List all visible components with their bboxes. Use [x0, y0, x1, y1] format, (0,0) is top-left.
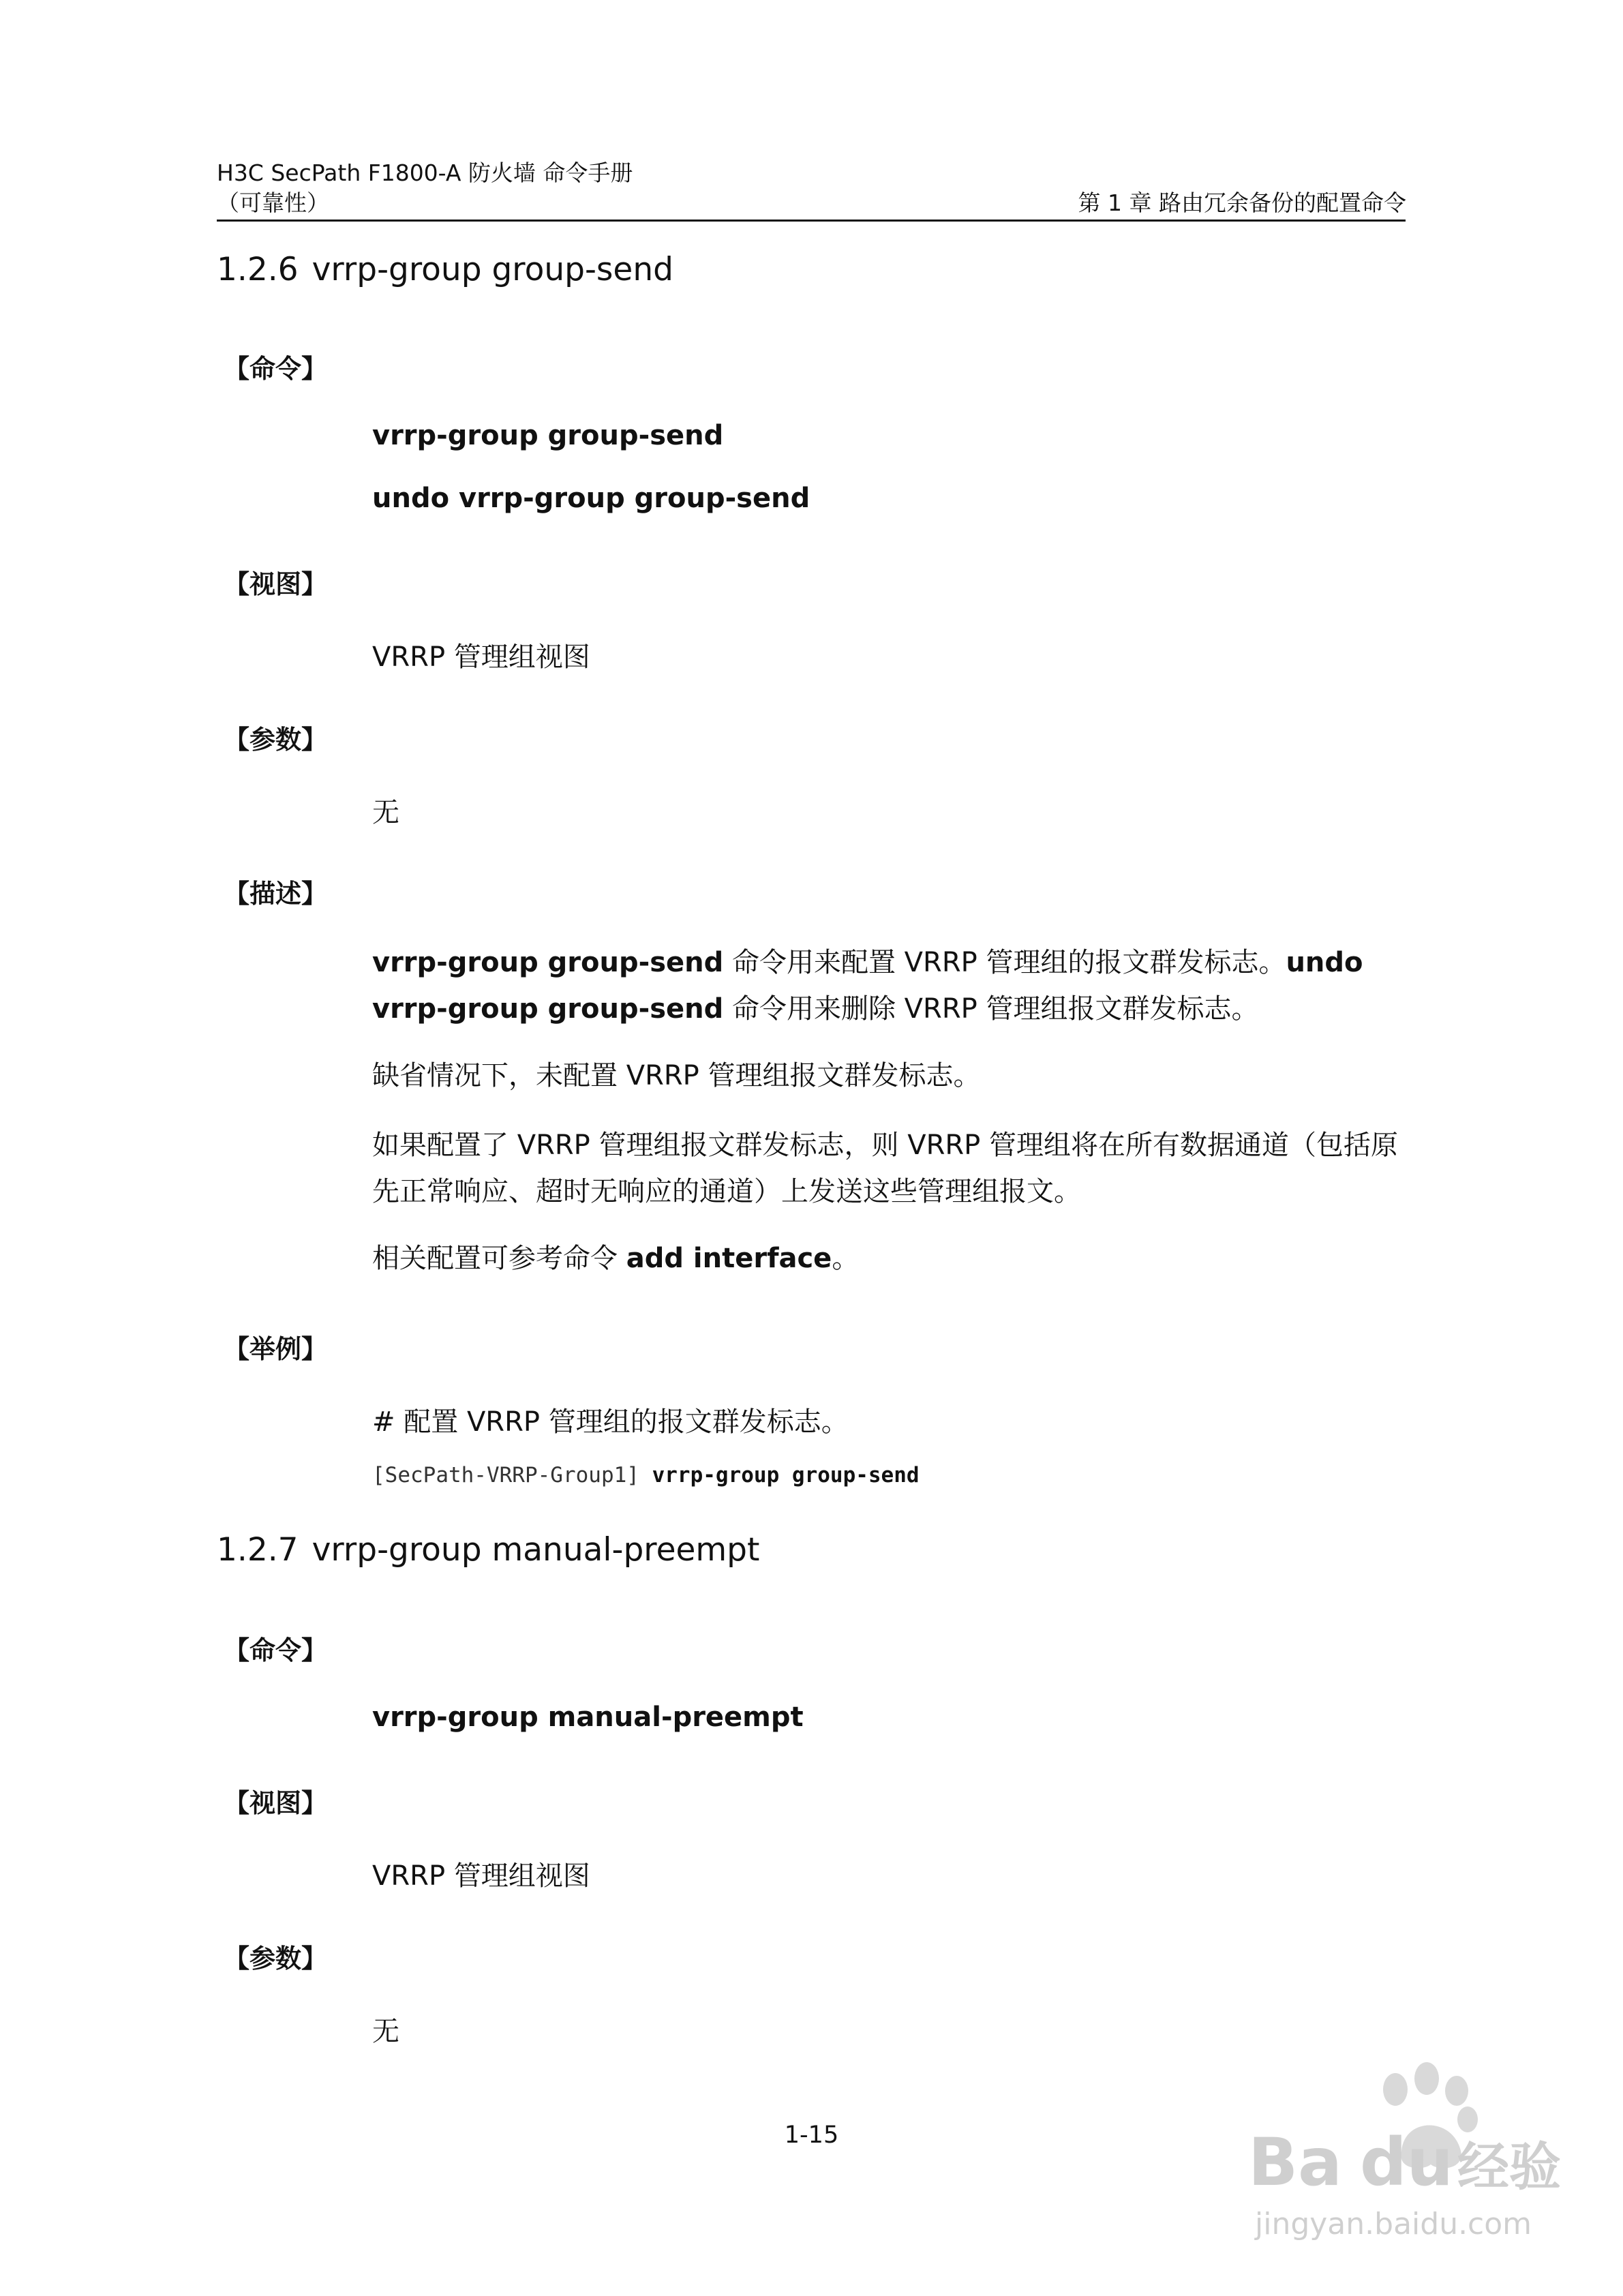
- section-title: vrrp-group group-send: [312, 251, 673, 288]
- command-label: 【命令】: [224, 1635, 328, 1665]
- section-number: 1.2.6: [217, 251, 299, 288]
- code-command: vrrp-group group-send: [652, 1463, 920, 1487]
- description-paragraph-1: [372, 939, 1406, 1032]
- example-label: 【举例】: [224, 1334, 328, 1364]
- cmd-ref-undo: undo vrrp-group group-send: [372, 947, 1363, 1025]
- view-text: VRRP 管理组视图: [372, 1860, 590, 1892]
- desc-text: 命令用来删除 VRRP 管理组报文群发标志。: [723, 993, 1259, 1025]
- command-label: 【命令】: [224, 354, 328, 384]
- description-paragraph-2: 缺省情况下，未配置 VRRP 管理组报文群发标志。: [372, 1060, 981, 1091]
- param-text: 无: [372, 797, 399, 828]
- header-subtitle: （可靠性）: [217, 190, 329, 216]
- cmd-ref-add-interface: add interface: [626, 1243, 832, 1274]
- view-text: VRRP 管理组视图: [372, 641, 590, 673]
- view-label: 【视图】: [224, 569, 328, 599]
- page-number: 1-15: [784, 2121, 839, 2149]
- example-comment: # 配置 VRRP 管理组的报文群发标志。: [372, 1406, 849, 1438]
- baidu-watermark-logo: [1248, 2049, 1562, 2253]
- desc-text: 命令用来配置 VRRP 管理组的报文群发标志。: [723, 947, 1286, 978]
- param-label: 【参数】: [224, 725, 328, 755]
- section-number: 1.2.7: [217, 1531, 299, 1569]
- watermark-url: jingyan.baidu.com: [1255, 2207, 1532, 2241]
- description-paragraph-4: [372, 1235, 1406, 1282]
- section-heading-1-2-6: [217, 251, 673, 288]
- description-paragraph-3: 如果配置了 VRRP 管理组报文群发标志，则 VRRP 管理组将在所有数据通道（包括原先正常响应、超时无响应的通道）上发送这些管理组报文。: [372, 1130, 1398, 1207]
- cmd-ref: vrrp-group group-send: [372, 947, 724, 978]
- param-label: 【参数】: [224, 1944, 328, 1974]
- command-syntax: vrrp-group group-send: [372, 420, 724, 451]
- description-label: 【描述】: [224, 879, 328, 909]
- view-label: 【视图】: [224, 1788, 328, 1818]
- command-syntax: vrrp-group manual-preempt: [372, 1702, 804, 1733]
- section-title: vrrp-group manual-preempt: [312, 1531, 760, 1569]
- example-code: [372, 1463, 920, 1487]
- section-heading-1-2-7: [217, 1531, 759, 1569]
- code-prompt: [SecPath-VRRP-Group1]: [372, 1463, 652, 1487]
- header-rule: [217, 220, 1406, 222]
- desc-text: 。: [832, 1243, 860, 1274]
- param-text: 无: [372, 2016, 399, 2047]
- header-title: H3C SecPath F1800-A 防火墙 命令手册: [217, 160, 633, 186]
- command-syntax-undo: undo vrrp-group group-send: [372, 483, 810, 514]
- desc-text: 相关配置可参考命令: [372, 1243, 626, 1274]
- header-chapter: 第 1 章 路由冗余备份的配置命令: [1078, 190, 1406, 216]
- watermark-brand: Ba du经验: [1248, 2124, 1562, 2201]
